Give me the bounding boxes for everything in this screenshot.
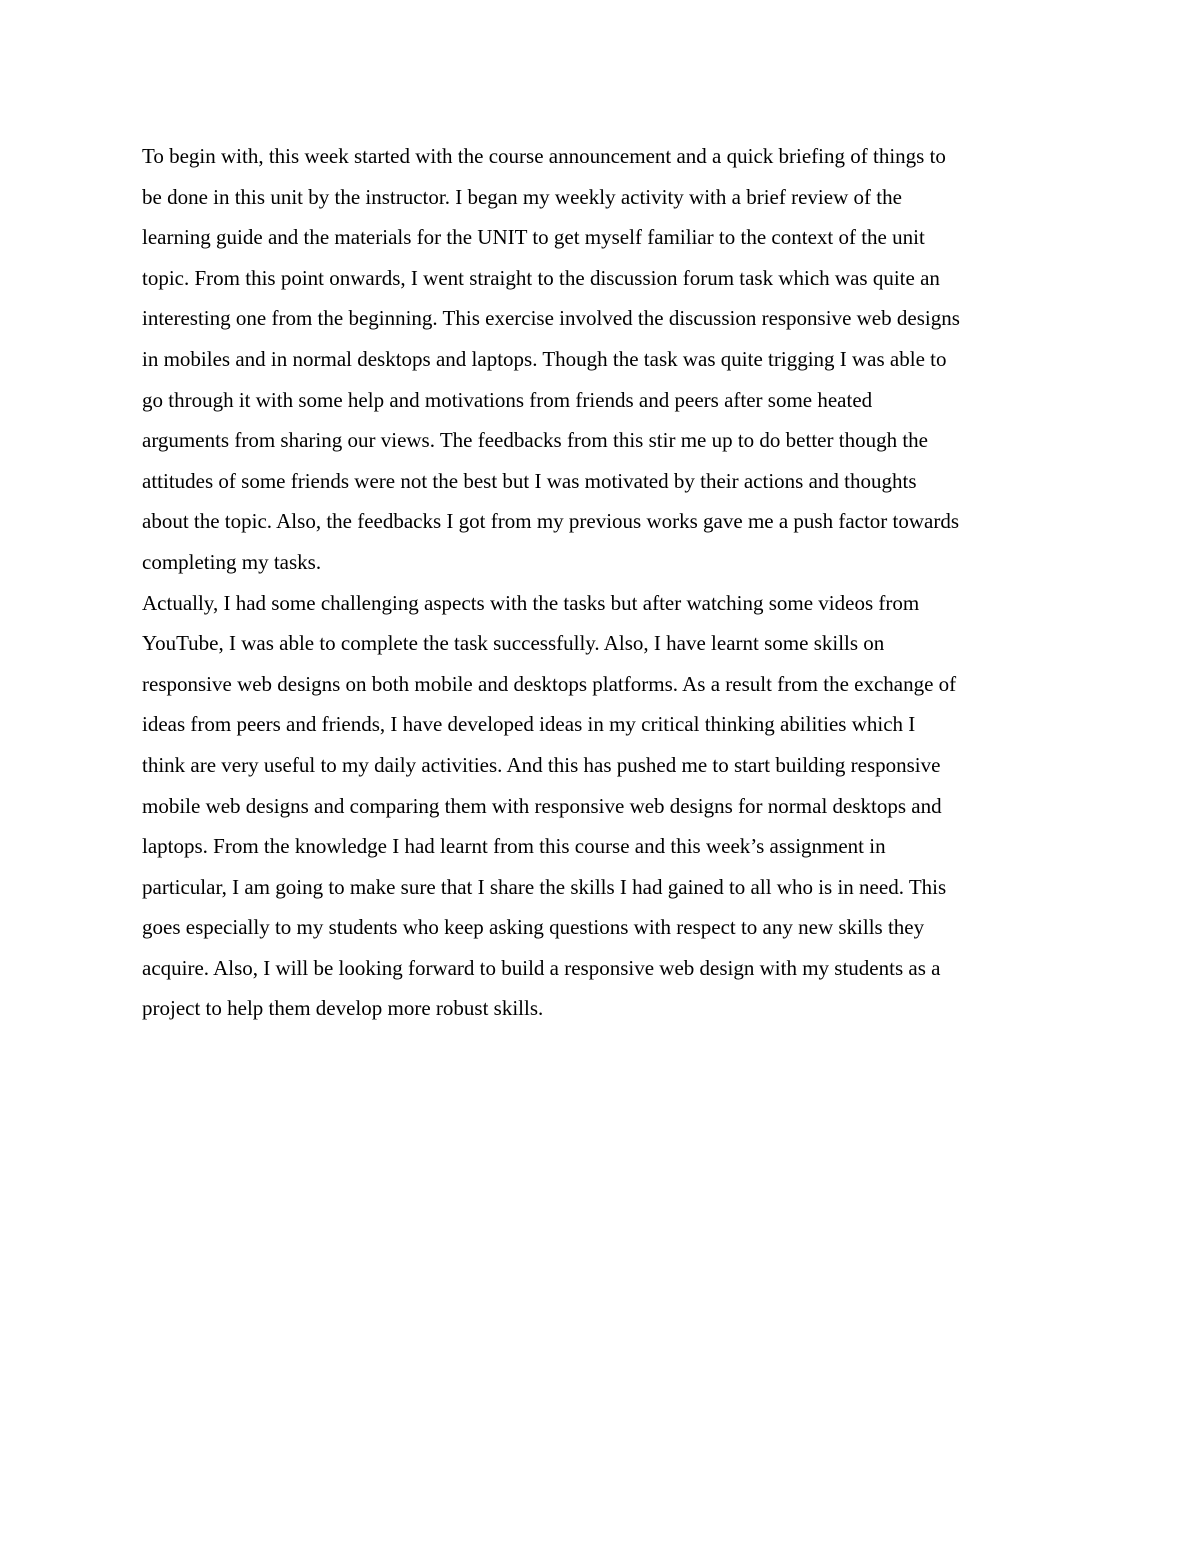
- text-line: responsive web designs on both mobile and desktops platforms. As a result from the exchange of: [142, 671, 957, 696]
- document-body: [142, 136, 1072, 1029]
- text-line: topic. From this point onwards, I went straight to the discussion forum task which was quite an: [142, 265, 940, 290]
- text-line: goes especially to my students who keep asking questions with respect to any new skills they: [142, 915, 925, 940]
- paragraph-1: [142, 136, 1072, 583]
- text-line: To begin with, this week started with the course announcement and a quick briefing of things to: [142, 144, 946, 168]
- text-line: think are very useful to my daily activities. And this has pushed me to start building responsive: [142, 752, 941, 777]
- text-line: particular, I am going to make sure that I share the skills I had gained to all who is in need. This: [142, 874, 947, 899]
- text-line: mobile web designs and comparing them with responsive web designs for normal desktops and: [142, 793, 942, 818]
- text-line: project to help them develop more robust skills.: [142, 996, 544, 1021]
- text-line: interesting one from the beginning. This exercise involved the discussion responsive web designs: [142, 306, 960, 331]
- text-line: laptops. From the knowledge I had learnt from this course and this week’s assignment in: [142, 834, 886, 859]
- text-line: learning guide and the materials for the UNIT to get myself familiar to the context of the unit: [142, 225, 925, 250]
- text-line: in mobiles and in normal desktops and laptops. Though the task was quite trigging I was able to: [142, 346, 947, 371]
- text-line: go through it with some help and motivations from friends and peers after some heated: [142, 387, 873, 412]
- paragraph-2: [142, 583, 1072, 1030]
- text-line: about the topic. Also, the feedbacks I got from my previous works gave me a push factor towards: [142, 509, 960, 534]
- text-line: YouTube, I was able to complete the task successfully. Also, I have learnt some skills on: [142, 631, 885, 656]
- text-line: completing my tasks.: [142, 549, 322, 574]
- text-line: be done in this unit by the instructor. I began my weekly activity with a brief review of the: [142, 184, 902, 209]
- text-line: acquire. Also, I will be looking forward to build a responsive web design with my students as a: [142, 955, 941, 980]
- text-line: Actually, I had some challenging aspects with the tasks but after watching some videos from: [142, 590, 920, 615]
- text-line: ideas from peers and friends, I have developed ideas in my critical thinking abilities which I: [142, 712, 916, 737]
- text-line: arguments from sharing our views. The feedbacks from this stir me up to do better though the: [142, 428, 928, 453]
- text-line: attitudes of some friends were not the best but I was motivated by their actions and thoughts: [142, 468, 917, 493]
